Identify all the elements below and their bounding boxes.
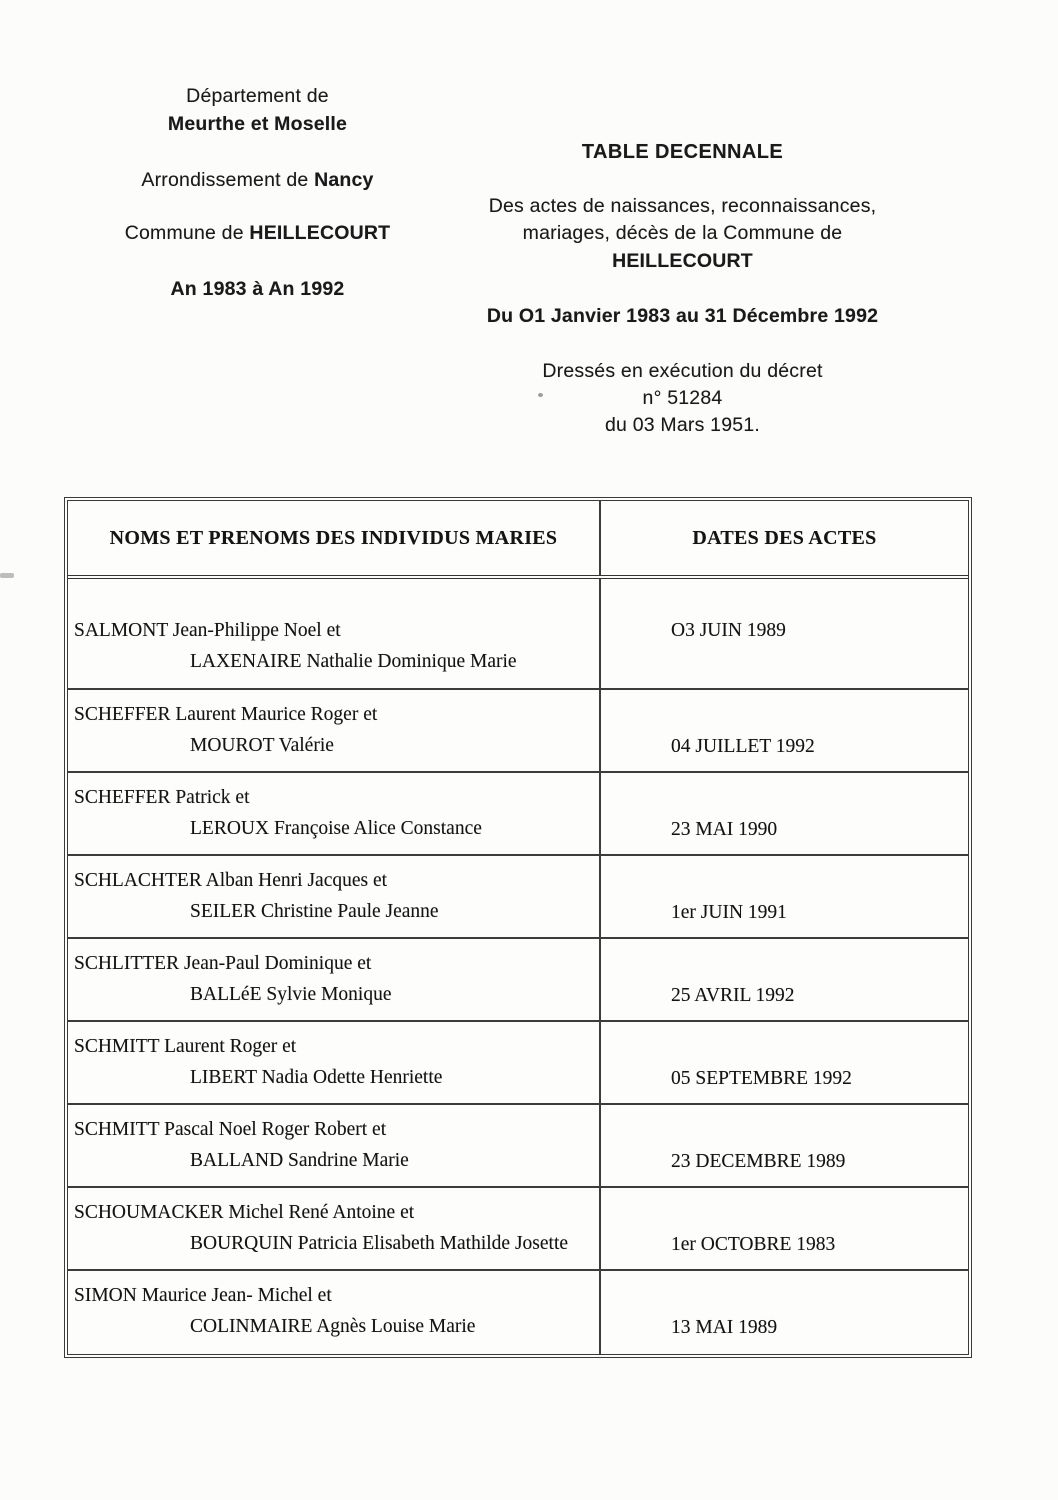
date-cell bbox=[601, 856, 968, 937]
husband-name: SCHMITT Laurent Roger et bbox=[74, 1036, 297, 1057]
date-cell bbox=[601, 1188, 968, 1269]
arrondissement-line bbox=[60, 168, 455, 192]
act-date: 05 SEPTEMBRE 1992 bbox=[671, 1068, 852, 1089]
decree-line-1: Dressés en exécution du décret bbox=[542, 360, 823, 382]
date-cell bbox=[601, 773, 968, 854]
date-range: Du O1 Janvier 1983 au 31 Décembre 1992 bbox=[486, 305, 879, 327]
names-cell bbox=[68, 856, 601, 937]
table-row bbox=[68, 579, 968, 690]
scan-artifact-dash bbox=[0, 573, 14, 578]
wife-name: SEILER Christine Paule Jeanne bbox=[190, 901, 439, 922]
decree-number: n° 51284 bbox=[642, 387, 723, 409]
husband-name: SCHEFFER Laurent Maurice Roger et bbox=[74, 704, 378, 725]
act-date: 25 AVRIL 1992 bbox=[671, 985, 795, 1006]
table-header-row bbox=[68, 501, 968, 579]
names-cell bbox=[68, 690, 601, 771]
husband-name: SIMON Maurice Jean- Michel et bbox=[74, 1285, 332, 1306]
table-body bbox=[68, 579, 968, 1354]
act-date: O3 JUIN 1989 bbox=[671, 620, 786, 641]
act-date: 1er JUIN 1991 bbox=[671, 902, 787, 923]
act-date: 1er OCTOBRE 1983 bbox=[671, 1234, 836, 1255]
table-row bbox=[68, 690, 968, 773]
commune-prefix: Commune de bbox=[124, 222, 250, 244]
date-cell bbox=[601, 579, 968, 688]
wife-name: BALLéE Sylvie Monique bbox=[190, 984, 392, 1005]
names-cell bbox=[68, 1022, 601, 1103]
table-row bbox=[68, 1271, 968, 1354]
table-row bbox=[68, 1022, 968, 1105]
arrondissement-name: Nancy bbox=[314, 169, 374, 191]
date-cell bbox=[601, 939, 968, 1020]
subtitle-line-1: Des actes de naissances, reconnaissances, bbox=[488, 195, 877, 217]
names-cell bbox=[68, 1188, 601, 1269]
decree-date: du 03 Mars 1951. bbox=[605, 414, 760, 436]
names-cell bbox=[68, 939, 601, 1020]
table-row bbox=[68, 773, 968, 856]
names-cell bbox=[68, 1271, 601, 1354]
dates-column-header: DATES DES ACTES bbox=[692, 526, 877, 549]
husband-name: SCHOUMACKER Michel René Antoine et bbox=[74, 1202, 415, 1223]
husband-name: SCHLACHTER Alban Henri Jacques et bbox=[74, 870, 388, 891]
names-cell bbox=[68, 773, 601, 854]
act-date: 23 MAI 1990 bbox=[671, 819, 778, 840]
date-cell bbox=[601, 690, 968, 771]
year-range: An 1983 à An 1992 bbox=[170, 278, 345, 300]
wife-name: BALLAND Sandrine Marie bbox=[190, 1150, 409, 1171]
commune-line bbox=[60, 221, 455, 245]
date-cell bbox=[601, 1022, 968, 1103]
arrondissement-prefix: Arrondissement de bbox=[141, 169, 315, 191]
act-date: 13 MAI 1989 bbox=[671, 1317, 778, 1338]
names-cell bbox=[68, 1105, 601, 1186]
subtitle-line-2: mariages, décès de la Commune de bbox=[522, 222, 843, 244]
wife-name: BOURQUIN Patricia Elisabeth Mathilde Josette bbox=[190, 1233, 569, 1254]
table-row bbox=[68, 1188, 968, 1271]
subtitle-commune-name: HEILLECOURT bbox=[612, 250, 753, 272]
wife-name: MOUROT Valérie bbox=[190, 735, 334, 756]
wife-name: LAXENAIRE Nathalie Dominique Marie bbox=[190, 651, 517, 672]
table-row bbox=[68, 1105, 968, 1188]
department-label: Département de bbox=[186, 85, 329, 107]
husband-name: SCHEFFER Patrick et bbox=[74, 787, 250, 808]
act-date: 23 DECEMBRE 1989 bbox=[671, 1151, 846, 1172]
table-row bbox=[68, 939, 968, 1022]
wife-name: LEROUX Françoise Alice Constance bbox=[190, 818, 482, 839]
date-cell bbox=[601, 1271, 968, 1354]
names-cell bbox=[68, 579, 601, 688]
table-row bbox=[68, 856, 968, 939]
husband-name: SALMONT Jean-Philippe Noel et bbox=[74, 620, 341, 641]
commune-name: HEILLECOURT bbox=[249, 222, 391, 244]
department-name: Meurthe et Moselle bbox=[167, 113, 348, 135]
date-cell bbox=[601, 1105, 968, 1186]
wife-name: LIBERT Nadia Odette Henriette bbox=[190, 1067, 443, 1088]
marriages-table bbox=[64, 497, 972, 1358]
husband-name: SCHLITTER Jean-Paul Dominique et bbox=[74, 953, 372, 974]
wife-name: COLINMAIRE Agnès Louise Marie bbox=[190, 1316, 476, 1337]
husband-name: SCHMITT Pascal Noel Roger Robert et bbox=[74, 1119, 387, 1140]
document-title: TABLE DECENNALE bbox=[581, 141, 784, 163]
names-column-header: NOMS ET PRENOMS DES INDIVIDUS MARIES bbox=[68, 501, 601, 575]
act-date: 04 JUILLET 1992 bbox=[671, 736, 815, 757]
